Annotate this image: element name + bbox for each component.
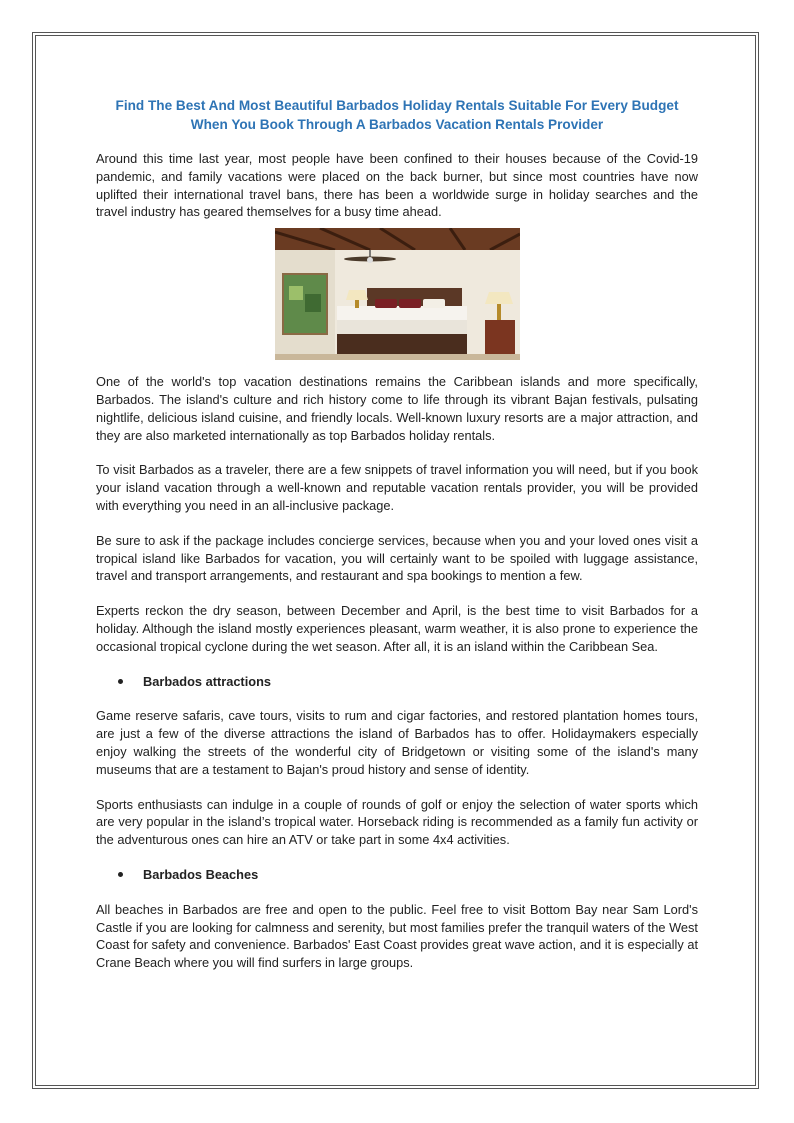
bullet-beaches-label: Barbados Beaches	[143, 866, 259, 882]
paragraph-sports: Sports enthusiasts can indulge in a couple of rounds of golf or enjoy the selection of water sports which are very popular in the island’s tropical water. Horseback riding is recommended as a family fun activity or the adventurous ones can hire an ATV or take part in some 4x4 activities.	[96, 796, 698, 848]
paragraph-visit: To visit Barbados as a traveler, there are a few snippets of travel information you will need, but if you book your island vacation through a well-known and reputable vacation rentals provider, you will be provided with everything you need in an all-inclusive package.	[96, 462, 698, 513]
paragraph-attractions: Game reserve safaris, cave tours, visits to rum and cigar factories, and restored plantation homes tours, are just a few of the diverse attractions the island of Barbados has to offer. Holidaymakers especially enjoy walking the streets of the wonderful city of Bridgetown or visiting some of the island's many museums that are a testament to Bajan's proud history and sense of identity.	[96, 708, 698, 777]
bullet-beaches	[96, 866, 698, 884]
bullet-icon	[118, 872, 123, 877]
bedroom-photo	[275, 228, 520, 360]
title-line-2: When You Book Through A Barbados Vacation Rentals Provider	[190, 117, 604, 132]
bullet-attractions-label: Barbados attractions	[143, 673, 272, 689]
photo-container	[96, 228, 698, 360]
bullet-icon	[118, 679, 123, 684]
paragraph-intro: Around this time last year, most people have been confined to their houses because of the Covid-19 pandemic, and family vacations were placed on the back burner, but since most countries have now uplifted their international travel bans, there has been a worldwide surge in holiday searches and the travel industry has geared themselves for a busy time ahead.	[96, 151, 698, 220]
bullet-attractions	[96, 673, 698, 691]
document-body	[96, 96, 698, 989]
document-title	[96, 96, 698, 134]
paragraph-season: Experts reckon the dry season, between December and April, is the best time to visit Barbados for a holiday. Although the island mostly experiences pleasant, warm weather, it is also prone to experience the occasional tropical cyclone during the wet season. After all, it is an island within the Caribbean Sea.	[96, 603, 698, 654]
paragraph-concierge: Be sure to ask if the package includes concierge services, because when you and your loved ones visit a tropical island like Barbados for vacation, you will certainly want to be spoiled with luggage assistance, travel and transport arrangements, and restaurant and spa bookings to mention a few.	[96, 532, 698, 584]
paragraph-beaches: All beaches in Barbados are free and open to the public. Feel free to visit Bottom Bay near Sam Lord's Castle if you are looking for calmness and serenity, but most families prefer the tranquil waters of the West Coast for safety and convenience. Barbados' East Coast provides great wave action, and it is especially at Crane Beach where you will find surfers in large groups.	[96, 901, 698, 971]
paragraph-destinations: One of the world's top vacation destinations remains the Caribbean islands and more specifically, Barbados. The island's culture and rich history come to life through its vibrant Bajan festivals, pulsating nightlife, delicious island cuisine, and friendly locals. Well-known luxury resorts are a major attraction, and they are also marketed internationally as top Barbados holiday rentals.	[96, 374, 698, 443]
title-line-1: Find The Best And Most Beautiful Barbados Holiday Rentals Suitable For Every Budget	[115, 98, 679, 113]
